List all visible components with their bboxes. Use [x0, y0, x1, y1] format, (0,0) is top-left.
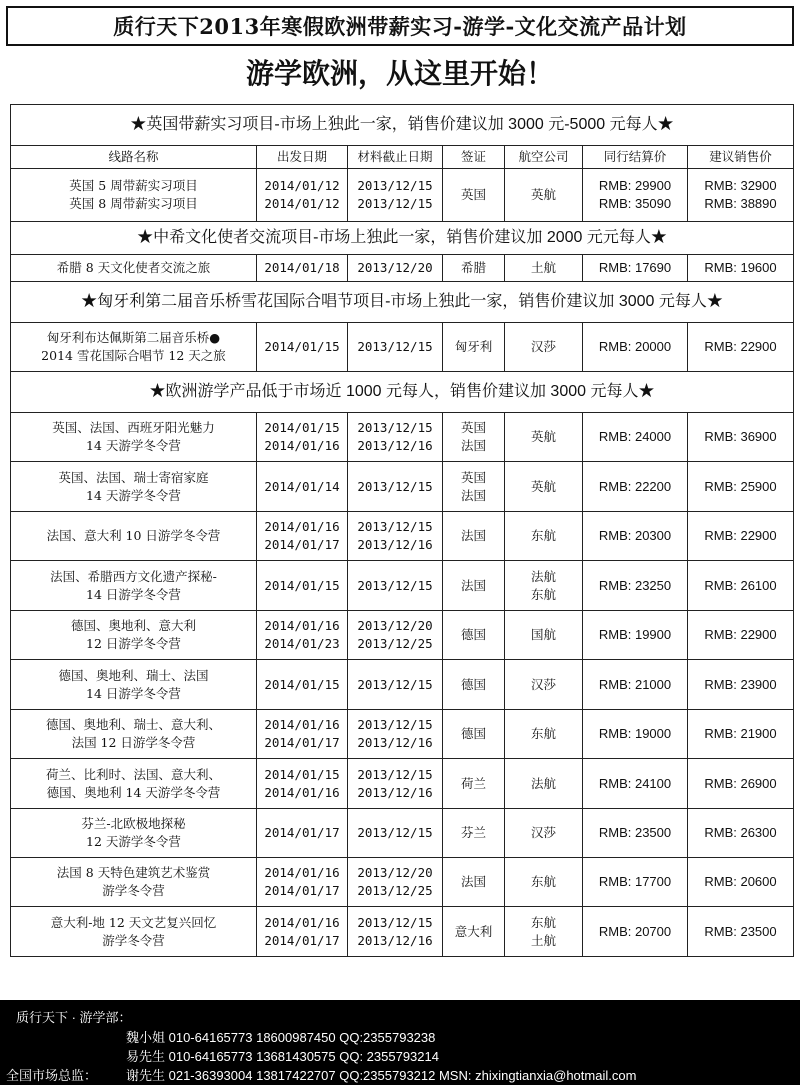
- cell-line: 2013/12/15: [357, 914, 433, 930]
- cell-depart: [257, 413, 348, 462]
- cell-deadline: [348, 611, 443, 660]
- cell-line: 法国: [460, 528, 486, 543]
- cell-airline: [505, 858, 583, 907]
- cell-line: 法航: [530, 775, 556, 791]
- cell-line: 东航: [530, 586, 556, 602]
- cell-line: 2014/01/18: [264, 260, 340, 275]
- cell-line: 英国 5 周带薪实习项目: [69, 178, 198, 193]
- cell-airline: [505, 512, 583, 561]
- cell-retail: [688, 512, 794, 561]
- cell-line: 2013/12/15: [357, 717, 433, 732]
- table-row: [11, 809, 794, 858]
- cell-line: 2014/01/17: [264, 932, 340, 948]
- column-header: 材料截止日期: [348, 146, 443, 169]
- table-row: [11, 561, 794, 611]
- cell-deadline: [348, 759, 443, 809]
- cell-line: 法国: [460, 487, 486, 503]
- cell-line: 东航: [530, 528, 556, 543]
- cell-line: 希腊 8 天文化使者交流之旅: [56, 260, 211, 275]
- cell-depart: [257, 858, 348, 907]
- cell-retail: [688, 255, 794, 282]
- cell-line: 2014 雪花国际合唱节 12 天之旅: [41, 348, 226, 363]
- cell-line: RMB: 26300: [704, 825, 777, 840]
- contact-yi: 易先生 010-64165773 13681430575 QQ: 2355793214: [126, 1049, 439, 1064]
- cell-visa: [443, 323, 505, 372]
- cell-line: 2013/12/20: [357, 618, 433, 633]
- cell-line: 法国、希腊西方文化遗产探秘-: [50, 568, 217, 584]
- cell-line: 2013/12/25: [357, 883, 433, 898]
- cell-line: 2013/12/15: [357, 676, 433, 692]
- director-label: 全国市场总监：: [6, 1068, 98, 1083]
- cell-retail: [688, 759, 794, 809]
- cell-line: 德国、奥地利、瑞士、法国: [58, 667, 209, 683]
- cell-line: 2013/12/25: [357, 636, 433, 651]
- cell-line: 汉莎: [530, 825, 556, 840]
- cell-line: RMB: 24000: [598, 429, 672, 444]
- cell-airline: [505, 710, 583, 759]
- cell-depart: [257, 809, 348, 858]
- contact-xie: 谢先生 021-36393004 13817422707 QQ:2355793212 MSN: zhixingtianxia@hotmail.com: [126, 1068, 637, 1083]
- cell-net: [583, 660, 688, 710]
- cell-visa: [443, 413, 505, 462]
- cell-line: 2014/01/15: [264, 766, 340, 782]
- cell-line: RMB: 21000: [598, 676, 672, 692]
- cell-line: RMB: 38890: [704, 196, 777, 211]
- cell-line: RMB: 35090: [598, 196, 672, 211]
- cell-airline: [505, 462, 583, 512]
- cell-line: 英国、法国、西班牙阳光魅力: [52, 420, 215, 435]
- cell-line: RMB: 36900: [704, 429, 777, 444]
- cell-line: 2014/01/12: [264, 178, 340, 193]
- cell-visa: [443, 255, 505, 282]
- cell-line: 2013/12/15: [357, 478, 433, 494]
- contact-wei: 魏小姐 010-64165773 18600987450 QQ:2355793238: [126, 1030, 436, 1045]
- cell-line: 芬兰-北欧极地探秘: [81, 816, 186, 831]
- cell-net: [583, 462, 688, 512]
- cell-line: RMB: 20700: [598, 923, 672, 939]
- cell-line: 2014/01/15: [264, 676, 340, 692]
- section-title: ★英国带薪实习项目-市场上独此一家，销售价建议加 3000 元-5000 元每人★: [11, 105, 794, 146]
- cell-retail: [688, 660, 794, 710]
- cell-deadline: [348, 710, 443, 759]
- cell-depart: [257, 323, 348, 372]
- cell-retail: [688, 169, 794, 222]
- cell-net: [583, 169, 688, 222]
- cell-depart: [257, 561, 348, 611]
- cell-line: 法国 8 天特色建筑艺术鉴赏: [56, 865, 211, 880]
- column-header: 出发日期: [257, 146, 348, 169]
- cell-line: 游学冬令营: [102, 883, 165, 898]
- cell-retail: [688, 611, 794, 660]
- cell-airline: [505, 611, 583, 660]
- cell-line: 英国、法国、瑞士寄宿家庭: [58, 469, 209, 485]
- cell-net: [583, 512, 688, 561]
- cell-deadline: [348, 169, 443, 222]
- table-row: [11, 169, 794, 222]
- cell-line: 14 天游学冬令营: [86, 438, 181, 453]
- cell-line: RMB: 20600: [704, 874, 777, 889]
- cell-line: 2013/12/20: [357, 865, 433, 880]
- cell-line: 法国: [460, 874, 486, 889]
- cell-net: [583, 561, 688, 611]
- cell-deadline: [348, 907, 443, 957]
- cell-line: 2014/01/16: [264, 438, 340, 453]
- cell-line: 2013/12/15: [357, 178, 433, 193]
- cell-deadline: [348, 323, 443, 372]
- cell-line: 芬兰: [460, 825, 486, 840]
- cell-visa: [443, 858, 505, 907]
- cell-line: 英国 8 周带薪实习项目: [69, 196, 198, 211]
- cell-line: 意大利: [454, 923, 493, 939]
- cell-airline: [505, 323, 583, 372]
- cell-line: 法国、意大利 10 日游学冬令营: [46, 528, 221, 543]
- cell-line: 2014/01/17: [264, 883, 340, 898]
- cell-line: 2013/12/20: [357, 260, 433, 275]
- cell-line: RMB: 25900: [704, 478, 777, 494]
- cell-airline: [505, 660, 583, 710]
- cell-line: 东航: [530, 726, 556, 741]
- cell-net: [583, 611, 688, 660]
- cell-name: [11, 710, 257, 759]
- cell-name: [11, 255, 257, 282]
- column-header: 航空公司: [505, 146, 583, 169]
- table-row: [11, 759, 794, 809]
- cell-airline: [505, 255, 583, 282]
- cell-retail: [688, 858, 794, 907]
- cell-name: [11, 611, 257, 660]
- cell-line: 英国: [460, 187, 486, 202]
- cell-visa: [443, 809, 505, 858]
- cell-line: RMB: 19000: [598, 726, 672, 741]
- table-row: [11, 710, 794, 759]
- cell-deadline: [348, 858, 443, 907]
- cell-name: [11, 858, 257, 907]
- page-subtitle: 游学欧洲，从这里开始！: [245, 57, 554, 90]
- column-header-row: [11, 146, 794, 169]
- cell-deadline: [348, 255, 443, 282]
- cell-line: 2013/12/16: [357, 537, 433, 552]
- cell-line: 12 天游学冬令营: [86, 834, 181, 849]
- table-row: [11, 462, 794, 512]
- cell-airline: [505, 759, 583, 809]
- cell-line: 希腊: [460, 260, 486, 275]
- cell-line: 意大利-地 12 天文艺复兴回忆: [50, 914, 217, 930]
- cell-line: 土航: [530, 260, 556, 275]
- cell-line: 法国 12 日游学冬令营: [71, 735, 196, 750]
- cell-line: RMB: 29900: [598, 178, 672, 193]
- cell-depart: [257, 462, 348, 512]
- column-header: 同行结算价: [583, 146, 688, 169]
- cell-retail: [688, 323, 794, 372]
- cell-line: RMB: 26900: [704, 775, 777, 791]
- cell-line: 2013/12/16: [357, 784, 433, 800]
- cell-line: RMB: 20000: [598, 339, 672, 354]
- cell-depart: [257, 255, 348, 282]
- cell-airline: [505, 169, 583, 222]
- cell-name: [11, 413, 257, 462]
- cell-depart: [257, 611, 348, 660]
- cell-name: [11, 907, 257, 957]
- cell-line: 法国: [460, 438, 486, 453]
- cell-line: 匈牙利布达佩斯第二届音乐桥●: [46, 330, 221, 345]
- cell-line: RMB: 23500: [704, 923, 777, 939]
- cell-net: [583, 710, 688, 759]
- cell-line: RMB: 22200: [598, 478, 672, 494]
- table-row: [11, 255, 794, 282]
- cell-visa: [443, 462, 505, 512]
- cell-airline: [505, 907, 583, 957]
- section-row: [11, 222, 794, 255]
- cell-line: 2013/12/15: [357, 825, 433, 840]
- cell-depart: [257, 907, 348, 957]
- cell-line: RMB: 21900: [704, 726, 777, 741]
- cell-deadline: [348, 413, 443, 462]
- cell-line: 2014/01/16: [264, 865, 340, 880]
- cell-visa: [443, 512, 505, 561]
- cell-retail: [688, 710, 794, 759]
- cell-line: 英航: [530, 478, 556, 494]
- cell-deadline: [348, 660, 443, 710]
- cell-name: [11, 169, 257, 222]
- cell-line: 14 日游学冬令营: [86, 586, 181, 602]
- cell-line: 东航: [530, 874, 556, 889]
- section-title: ★中希文化使者交流项目-市场上独此一家，销售价建议加 2000 元元每人★: [11, 222, 794, 255]
- cell-net: [583, 907, 688, 957]
- cell-line: 2014/01/17: [264, 537, 340, 552]
- table-row: [11, 512, 794, 561]
- cell-line: 2014/01/16: [264, 717, 340, 732]
- column-header: 签证: [443, 146, 505, 169]
- cell-line: 14 天游学冬令营: [86, 487, 181, 503]
- cell-line: 2014/01/14: [264, 478, 340, 494]
- cell-deadline: [348, 512, 443, 561]
- cell-line: RMB: 17700: [598, 874, 672, 889]
- cell-depart: [257, 512, 348, 561]
- cell-retail: [688, 907, 794, 957]
- cell-visa: [443, 611, 505, 660]
- cell-line: 2013/12/15: [357, 196, 433, 211]
- cell-line: 2014/01/16: [264, 618, 340, 633]
- cell-line: 法国: [460, 577, 486, 593]
- table-row: [11, 611, 794, 660]
- cell-visa: [443, 710, 505, 759]
- cell-net: [583, 759, 688, 809]
- cell-depart: [257, 759, 348, 809]
- contact-footer: [0, 1000, 800, 1085]
- cell-line: 荷兰、比利时、法国、意大利、: [45, 766, 221, 782]
- cell-line: 2014/01/16: [264, 914, 340, 930]
- section-title: ★欧洲游学产品低于市场近 1000 元每人，销售价建议加 3000 元每人★: [11, 372, 794, 413]
- product-table: [10, 104, 794, 957]
- table-row: [11, 323, 794, 372]
- cell-line: 德国: [460, 627, 486, 642]
- table-row: [11, 858, 794, 907]
- cell-depart: [257, 710, 348, 759]
- cell-line: 2013/12/15: [357, 766, 433, 782]
- cell-net: [583, 858, 688, 907]
- cell-line: 汉莎: [530, 339, 556, 354]
- table-row: [11, 660, 794, 710]
- banner-title: 质行天下2013年寒假欧洲带薪实习-游学-文化交流产品计划: [6, 6, 794, 46]
- cell-line: 土航: [530, 932, 556, 948]
- cell-name: [11, 323, 257, 372]
- cell-line: 2013/12/15: [357, 339, 433, 354]
- cell-visa: [443, 907, 505, 957]
- cell-line: 2014/01/16: [264, 784, 340, 800]
- table-row: [11, 907, 794, 957]
- cell-deadline: [348, 462, 443, 512]
- cell-line: 英国: [460, 420, 486, 435]
- cell-airline: [505, 561, 583, 611]
- cell-line: RMB: 20300: [598, 528, 672, 543]
- section-row: [11, 372, 794, 413]
- cell-retail: [688, 462, 794, 512]
- cell-line: 汉莎: [530, 676, 556, 692]
- cell-retail: [688, 561, 794, 611]
- cell-line: 2013/12/16: [357, 438, 433, 453]
- cell-line: 2014/01/12: [264, 196, 340, 211]
- cell-visa: [443, 169, 505, 222]
- cell-line: 德国、奥地利、意大利: [70, 618, 196, 633]
- cell-line: 2013/12/16: [357, 735, 433, 750]
- cell-line: 2014/01/15: [264, 577, 340, 593]
- section-row: [11, 282, 794, 323]
- cell-line: 德国: [460, 676, 486, 692]
- cell-visa: [443, 759, 505, 809]
- cell-net: [583, 413, 688, 462]
- cell-line: 2013/12/15: [357, 577, 433, 593]
- section-title: ★匈牙利第二届音乐桥雪花国际合唱节项目-市场上独此一家，销售价建议加 3000 元每人★: [11, 282, 794, 323]
- cell-line: 2014/01/16: [264, 519, 340, 534]
- cell-visa: [443, 660, 505, 710]
- cell-depart: [257, 660, 348, 710]
- cell-name: [11, 759, 257, 809]
- cell-line: RMB: 19900: [598, 627, 672, 642]
- cell-net: [583, 255, 688, 282]
- column-header: 建议销售价: [688, 146, 794, 169]
- cell-line: 2013/12/15: [357, 420, 433, 435]
- cell-airline: [505, 809, 583, 858]
- cell-line: 2014/01/15: [264, 339, 340, 354]
- cell-name: [11, 809, 257, 858]
- cell-line: RMB: 32900: [704, 178, 777, 193]
- cell-name: [11, 512, 257, 561]
- section-row: [11, 105, 794, 146]
- cell-line: RMB: 24100: [598, 775, 672, 791]
- cell-line: RMB: 22900: [704, 528, 777, 543]
- cell-retail: [688, 413, 794, 462]
- cell-line: 游学冬令营: [102, 932, 165, 948]
- cell-net: [583, 809, 688, 858]
- cell-line: 2013/12/15: [357, 519, 433, 534]
- column-header: 线路名称: [11, 146, 257, 169]
- cell-line: 英国: [460, 469, 486, 485]
- cell-line: RMB: 17690: [598, 260, 672, 275]
- cell-line: 2013/12/16: [357, 932, 433, 948]
- cell-line: RMB: 22900: [704, 627, 777, 642]
- cell-name: [11, 660, 257, 710]
- table-row: [11, 413, 794, 462]
- cell-line: 德国、奥地利、瑞士、意大利、: [45, 717, 221, 732]
- cell-deadline: [348, 809, 443, 858]
- cell-line: RMB: 26100: [704, 577, 777, 593]
- footer-org: 质行天下 · 游学部：: [16, 1010, 132, 1025]
- cell-line: 英航: [530, 429, 556, 444]
- cell-net: [583, 323, 688, 372]
- cell-line: RMB: 23500: [598, 825, 672, 840]
- cell-deadline: [348, 561, 443, 611]
- cell-line: 2014/01/17: [264, 825, 340, 840]
- cell-retail: [688, 809, 794, 858]
- cell-line: 2014/01/23: [264, 636, 340, 651]
- cell-line: 2014/01/17: [264, 735, 340, 750]
- cell-line: RMB: 19600: [704, 260, 777, 275]
- cell-line: 匈牙利: [454, 339, 493, 354]
- cell-line: RMB: 23250: [598, 577, 672, 593]
- cell-line: 东航: [530, 914, 556, 930]
- cell-name: [11, 561, 257, 611]
- cell-line: 德国: [460, 726, 486, 741]
- cell-depart: [257, 169, 348, 222]
- cell-visa: [443, 561, 505, 611]
- cell-line: 14 日游学冬令营: [86, 685, 181, 701]
- cell-line: 法航: [530, 568, 556, 584]
- cell-line: 德国、奥地利 14 天游学冬令营: [46, 784, 221, 800]
- cell-airline: [505, 413, 583, 462]
- cell-line: RMB: 22900: [704, 339, 777, 354]
- cell-line: 12 日游学冬令营: [86, 636, 181, 651]
- cell-line: RMB: 23900: [704, 676, 777, 692]
- cell-line: 2014/01/15: [264, 420, 340, 435]
- cell-name: [11, 462, 257, 512]
- cell-line: 英航: [530, 187, 556, 202]
- cell-line: 国航: [530, 627, 556, 642]
- cell-line: 荷兰: [460, 775, 486, 791]
